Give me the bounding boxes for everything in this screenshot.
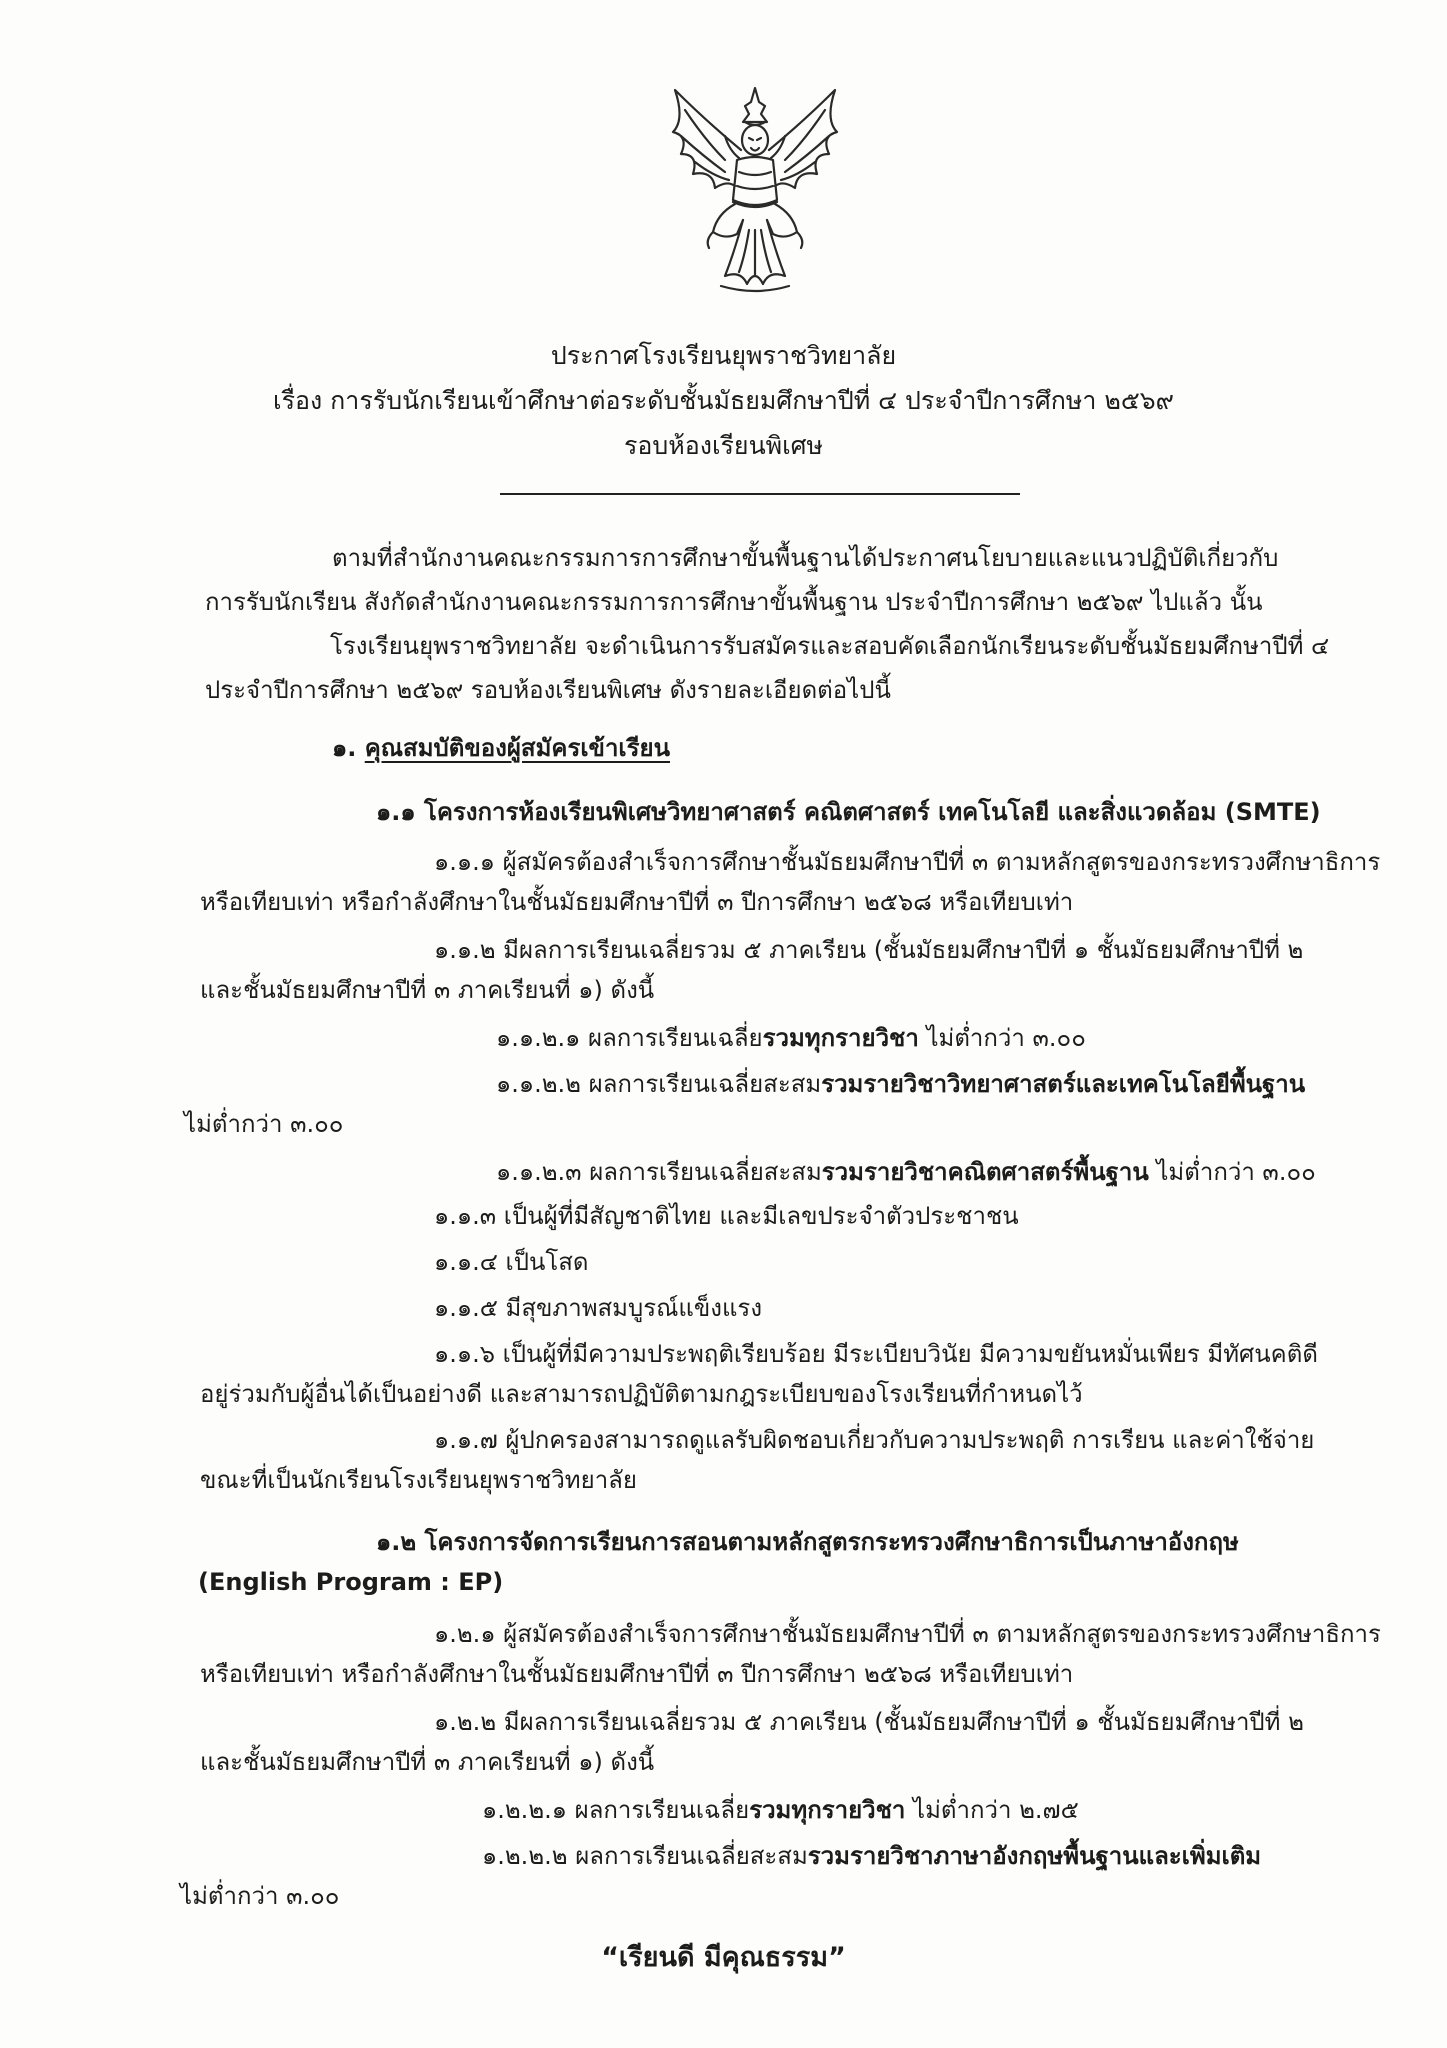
- item-1-1-2-1: [496, 1018, 1086, 1058]
- section-1-number: ๑.: [332, 734, 365, 762]
- item-1-1-2-1-threshold: ไม่ต่ำกว่า ๓.๐๐: [918, 1024, 1086, 1052]
- item-1-1-2-2-threshold: ไม่ต่ำกว่า ๓.๐๐: [184, 1110, 344, 1138]
- title-divider: [500, 493, 1020, 495]
- subsection-1-1-title: ๑.๑ โครงการห้องเรียนพิเศษวิทยาศาสตร์ คณิตศาสตร์ เทคโนโลยี และสิ่งแวดล้อม (SMTE): [376, 798, 1321, 826]
- subsection-1-2-title-line-1: ๑.๒ โครงการจัดการเรียนการสอนตามหลักสูตรกระทรวงศึกษาธิการเป็นภาษาอังกฤษ: [376, 1528, 1239, 1556]
- item-1-2-1-line-2: หรือเทียบเท่า หรือกำลังศึกษาในชั้นมัธยมศึกษาปีที่ ๓ ปีการศึกษา ๒๕๖๘ หรือเทียบเท่า: [200, 1660, 1074, 1688]
- item-1-2-2-2-text: ๑.๒.๒.๒ ผลการเรียนเฉลี่ยสะสม: [482, 1842, 808, 1870]
- item-1-1-7-line-1: ๑.๑.๗ ผู้ปกครองสามารถดูแลรับผิดชอบเกี่ยวกับความประพฤติ การเรียน และค่าใช้จ่าย: [434, 1426, 1315, 1454]
- announcement-round: รอบห้องเรียนพิเศษ: [623, 431, 824, 460]
- intro-line-1: ตามที่สำนักงานคณะกรรมการการศึกษาขั้นพื้นฐานได้ประกาศนโยบายและแนวปฏิบัติเกี่ยวกับ: [332, 544, 1279, 572]
- announcement-title: ประกาศโรงเรียนยุพราชวิทยาลัย: [550, 341, 897, 370]
- item-1-1-2-3-emphasis: รวมรายวิชาคณิตศาสตร์พื้นฐาน: [821, 1158, 1149, 1186]
- intro-line-4: ประจำปีการศึกษา ๒๕๖๙ รอบห้องเรียนพิเศษ ดังรายละเอียดต่อไปนี้: [205, 676, 891, 704]
- item-1-1-2-3: [496, 1152, 1316, 1192]
- announcement-subject: เรื่อง การรับนักเรียนเข้าศึกษาต่อระดับชั้นมัธยมศึกษาปีที่ ๔ ประจำปีการศึกษา ๒๕๖๙: [273, 386, 1174, 415]
- item-1-1-7-line-2: ขณะที่เป็นนักเรียนโรงเรียนยุพราชวิทยาลัย: [200, 1466, 637, 1494]
- item-1-1-2-3-threshold: ไม่ต่ำกว่า ๓.๐๐: [1148, 1158, 1316, 1186]
- item-1-1-1-line-2: หรือเทียบเท่า หรือกำลังศึกษาในชั้นมัธยมศึกษาปีที่ ๓ ปีการศึกษา ๒๕๖๘ หรือเทียบเท่า: [200, 888, 1074, 916]
- item-1-2-2-1-text: ๑.๒.๒.๑ ผลการเรียนเฉลี่ย: [482, 1796, 750, 1824]
- item-1-1-2-2: [496, 1064, 1305, 1104]
- subsection-1-2-title-line-2: (English Program : EP): [198, 1568, 504, 1596]
- section-1-heading: [332, 728, 670, 768]
- section-1-title: คุณสมบัติของผู้สมัครเข้าเรียน: [364, 734, 670, 762]
- garuda-emblem: [655, 80, 855, 302]
- intro-line-3: โรงเรียนยุพราชวิทยาลัย จะดำเนินการรับสมัครและสอบคัดเลือกนักเรียนระดับชั้นมัธยมศึกษาปีที่ ๔: [330, 632, 1330, 660]
- item-1-1-2-line-1: ๑.๑.๒ มีผลการเรียนเฉลี่ยรวม ๕ ภาคเรียน (ชั้นมัธยมศึกษาปีที่ ๑ ชั้นมัธยมศึกษาปีที่ ๒: [434, 936, 1304, 964]
- item-1-2-2-1: [482, 1790, 1079, 1830]
- item-1-1-2-3-text: ๑.๑.๒.๓ ผลการเรียนเฉลี่ยสะสม: [496, 1158, 822, 1186]
- item-1-1-5: ๑.๑.๕ มีสุขภาพสมบูรณ์แข็งแรง: [434, 1294, 763, 1322]
- item-1-2-2-line-2: และชั้นมัธยมศึกษาปีที่ ๓ ภาคเรียนที่ ๑) ดังนี้: [200, 1748, 655, 1776]
- item-1-1-2-2-text: ๑.๑.๒.๒ ผลการเรียนเฉลี่ยสะสม: [496, 1070, 822, 1098]
- item-1-1-2-2-emphasis: รวมรายวิชาวิทยาศาสตร์และเทคโนโลยีพื้นฐาน: [821, 1070, 1306, 1098]
- item-1-1-3: ๑.๑.๓ เป็นผู้ที่มีสัญชาติไทย และมีเลขประจำตัวประชาชน: [434, 1202, 1019, 1230]
- item-1-2-2-2: [482, 1836, 1261, 1876]
- item-1-1-2-1-text: ๑.๑.๒.๑ ผลการเรียนเฉลี่ย: [496, 1024, 763, 1052]
- item-1-2-2-1-emphasis: รวมทุกรายวิชา: [749, 1796, 906, 1824]
- item-1-1-2-1-emphasis: รวมทุกรายวิชา: [762, 1024, 919, 1052]
- item-1-2-2-2-emphasis: รวมรายวิชาภาษาอังกฤษพื้นฐานและเพิ่มเติม: [807, 1842, 1262, 1870]
- item-1-1-4: ๑.๑.๔ เป็นโสด: [434, 1248, 589, 1276]
- school-motto: “เรียนดี มีคุณธรรม”: [601, 1942, 846, 1973]
- item-1-2-2-line-1: ๑.๒.๒ มีผลการเรียนเฉลี่ยรวม ๕ ภาคเรียน (ชั้นมัธยมศึกษาปีที่ ๑ ชั้นมัธยมศึกษาปีที่ ๒: [434, 1708, 1304, 1736]
- item-1-2-2-2-threshold: ไม่ต่ำกว่า ๓.๐๐: [180, 1882, 340, 1910]
- intro-line-2: การรับนักเรียน สังกัดสำนักงานคณะกรรมการการศึกษาขั้นพื้นฐาน ประจำปีการศึกษา ๒๕๖๙ ไปแล้ว นั้น: [205, 588, 1263, 616]
- item-1-1-6-line-1: ๑.๑.๖ เป็นผู้ที่มีความประพฤติเรียบร้อย มีระเบียบวินัย มีความขยันหมั่นเพียร มีทัศนคติดี: [434, 1340, 1318, 1368]
- item-1-2-2-1-threshold: ไม่ต่ำกว่า ๒.๗๕: [905, 1796, 1079, 1824]
- item-1-1-2-line-2: และชั้นมัธยมศึกษาปีที่ ๓ ภาคเรียนที่ ๑) ดังนี้: [200, 976, 655, 1004]
- item-1-2-1-line-1: ๑.๒.๑ ผู้สมัครต้องสำเร็จการศึกษาชั้นมัธยมศึกษาปีที่ ๓ ตามหลักสูตรของกระทรวงศึกษาธิการ: [434, 1620, 1381, 1648]
- item-1-1-1-line-1: ๑.๑.๑ ผู้สมัครต้องสำเร็จการศึกษาชั้นมัธยมศึกษาปีที่ ๓ ตามหลักสูตรของกระทรวงศึกษาธิการ: [434, 848, 1381, 876]
- item-1-1-6-line-2: อยู่ร่วมกับผู้อื่นได้เป็นอย่างดี และสามารถปฏิบัติตามกฎระเบียบของโรงเรียนที่กำหนดไว้: [200, 1380, 1083, 1408]
